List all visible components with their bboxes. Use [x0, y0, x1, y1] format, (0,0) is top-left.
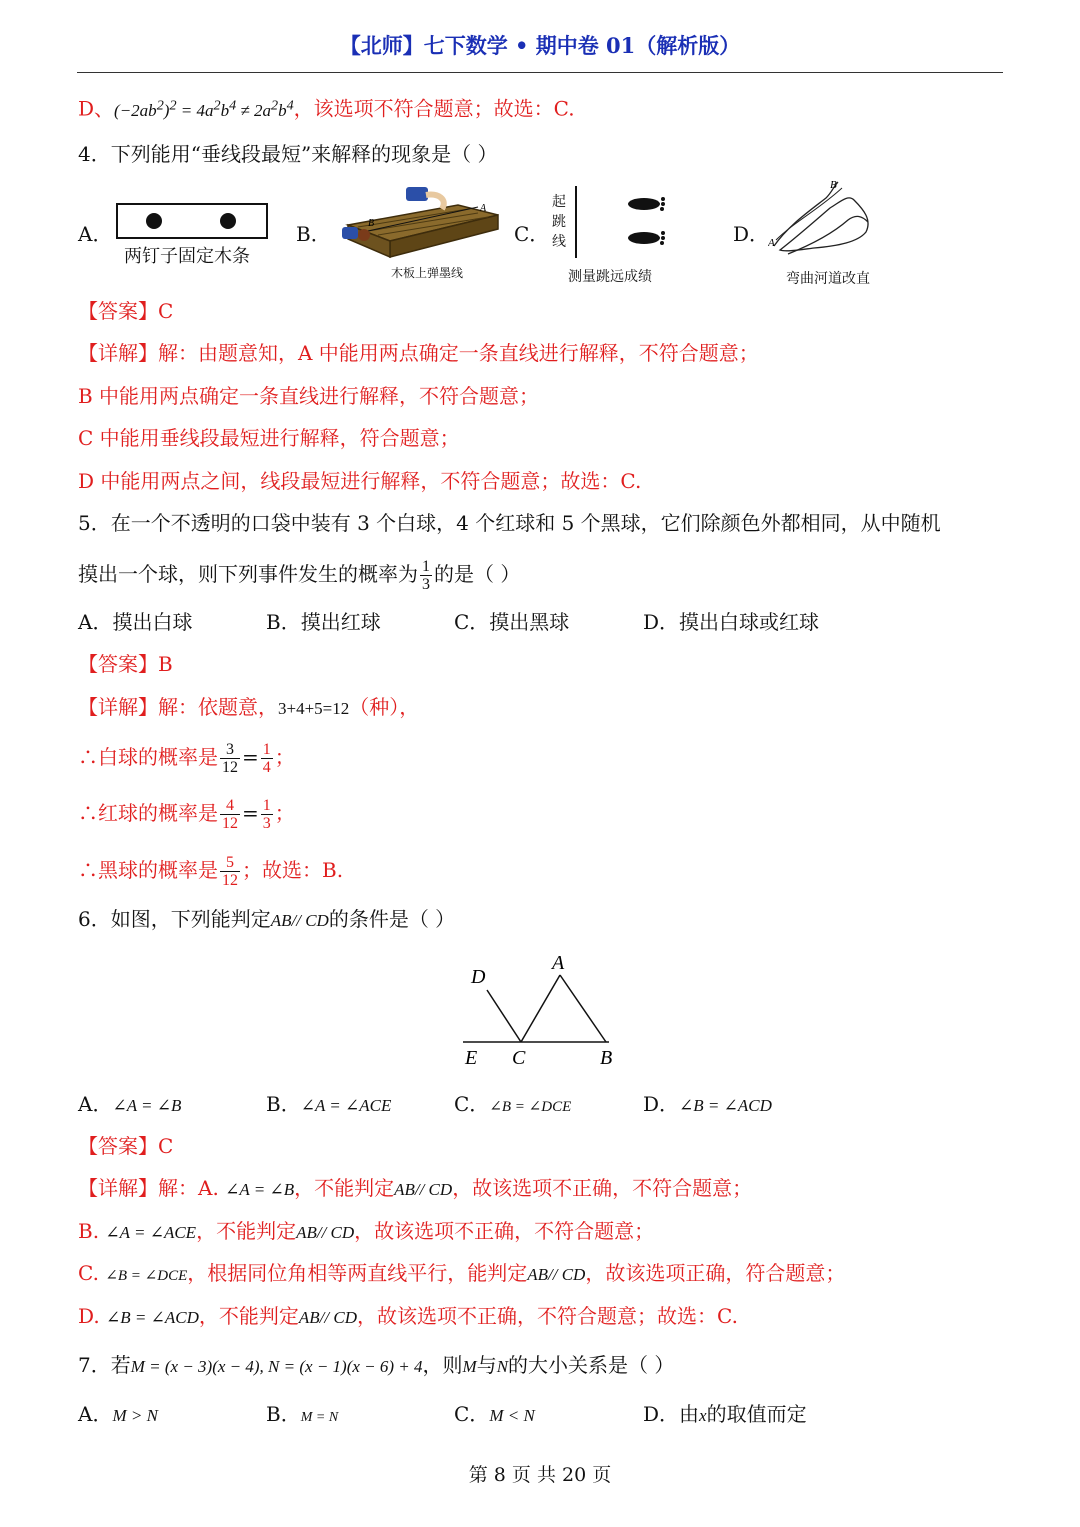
q4-caption-d: 弯曲河道改直: [786, 271, 870, 287]
svg-text:B: B: [830, 179, 837, 191]
q6-option-d: D．∠B = ∠ACD: [643, 1092, 772, 1116]
q4-caption-b: 木板上弹墨线: [391, 266, 464, 280]
svg-text:B: B: [368, 218, 375, 229]
q6-detail-4: D. ∠B = ∠ACD，不能判定AB// CD，故该选项不正确，不符合题意；故选：C.: [78, 1304, 738, 1328]
svg-text:A: A: [480, 203, 487, 214]
fig-label-a: A: [552, 952, 565, 974]
prev-d-text: ，该选项不符合题意；故选：C.: [293, 96, 575, 121]
q4-detail-1: 【详解】解：由题意知，A 中能用两点确定一条直线进行解释，不符合题意；: [78, 341, 759, 365]
q4-option-d-label: D．: [733, 222, 770, 246]
svg-text:A: A: [768, 237, 775, 249]
q4-stem: 4．下列能用“垂线段最短”来解释的现象是（ ）: [78, 142, 498, 166]
q6-option-a: A．∠A = ∠B: [78, 1092, 182, 1116]
q5-red-frac-1: $\frac{4}{12}$: [222, 797, 238, 832]
q4-caption-c-vertical-3: 线: [552, 234, 566, 250]
q6-geometry-figure: [455, 950, 625, 1070]
q7-option-b: B．M = N: [266, 1402, 339, 1426]
q5-option-b: B．摸出红球: [266, 610, 381, 634]
q5-stem-fraction: $\frac{1}{3}$: [422, 558, 430, 593]
q5-black-probability: ∴黑球的概率是 $\frac{5}{12}$ ；故选：B.: [78, 854, 344, 889]
q5-stem-2b: 的是（ ）: [434, 562, 521, 586]
page-footer-number: 第 8 页 共 20 页: [468, 1464, 612, 1486]
q6-answer: 【答案】C: [78, 1134, 174, 1158]
q5-stem-2a: 摸出一个球，则下列事件发生的概率为: [78, 562, 418, 586]
q4-answer: 【答案】C: [78, 299, 174, 323]
q4-image-c-footprints: [574, 186, 670, 258]
q6-stem: 6．如图，下列能判定AB// CD的条件是（ ）: [78, 907, 456, 931]
q5-red-probability: ∴红球的概率是 $\frac{4}{12}$ = $\frac{1}{3}$ ；: [78, 797, 295, 832]
q5-white-frac-1: $\frac{3}{12}$: [222, 741, 238, 776]
q4-caption-c-vertical-1: 起: [552, 194, 566, 210]
q4-detail-3: C 中能用垂线段最短进行解释，符合题意；: [78, 426, 460, 450]
q4-option-b-label: B．: [296, 222, 331, 246]
q5-option-c: C．摸出黑球: [454, 610, 570, 634]
q5-red-frac-2: $\frac{1}{3}$: [262, 797, 271, 832]
q4-caption-a: 两钉子固定木条: [124, 246, 250, 267]
q5-detail-1: 【详解】解：依题意，3+4+5=12（种），: [78, 695, 420, 719]
q7-option-d: D．由x的取值而定: [643, 1402, 807, 1426]
q6-detail-3: C. ∠B = ∠DCE，根据同位角相等两直线平行，能判定AB// CD，故该选项正确，符合题意；: [78, 1261, 846, 1285]
q6-option-b: B．∠A = ∠ACE: [266, 1092, 392, 1116]
q5-stem-line-2: [78, 553, 520, 595]
prev-d-prefix: D、: [78, 96, 115, 121]
q7-option-c: C．M < N: [454, 1402, 535, 1426]
q5-option-a: A．摸出白球: [78, 610, 193, 634]
q5-white-probability: ∴白球的概率是 $\frac{3}{12}$ = $\frac{1}{4}$ ；: [78, 741, 295, 776]
q4-detail-4: D 中能用两点之间，线段最短进行解释，不符合题意；故选：C.: [78, 469, 642, 493]
q6-detail-1: 【详解】解：A. ∠A = ∠B，不能判定AB// CD，故该选项不正确，不符合题意；: [78, 1176, 753, 1200]
q5-white-frac-2: $\frac{1}{4}$: [262, 741, 271, 776]
page-header-title: 【北师】七下数学 • 期中卷 01（解析版）: [339, 33, 741, 58]
q6-option-c: C．∠B = ∠DCE: [454, 1092, 572, 1116]
q5-detail-sum: 3+4+5=12: [278, 699, 350, 718]
q5-option-d: D．摸出白球或红球: [643, 610, 820, 634]
q4-caption-c-vertical-2: 跳: [552, 214, 566, 230]
q4-image-b-wood-board: [338, 185, 500, 263]
q7-stem-math: M = (x − 3)(x − 4), N = (x − 1)(x − 6) + 4: [130, 1357, 423, 1376]
q4-option-c-label: C．: [514, 222, 550, 246]
q5-black-frac: $\frac{5}{12}$: [222, 854, 238, 889]
q4-detail-2: B 中能用两点确定一条直线进行解释，不符合题意；: [78, 384, 540, 408]
q6-detail-2: B. ∠A = ∠ACE，不能判定AB// CD，故该选项不正确，不符合题意；: [78, 1219, 655, 1243]
fig-label-d: D: [471, 966, 486, 988]
header-divider: [77, 72, 1003, 73]
q7-option-a: A．M > N: [78, 1402, 158, 1426]
prev-d-math: $(-2ab^2)^2 = 4a^2b^4 \ne 2a^2b^4$: [114, 97, 294, 120]
q4-image-d-river: [768, 176, 878, 264]
q6-stem-math: AB// CD: [270, 911, 329, 930]
q5-stem-line-1: 5．在一个不透明的口袋中装有 3 个白球，4 个红球和 5 个黑球，它们除颜色外都相同，从中随机: [78, 511, 941, 535]
prev-option-d-explanation: [78, 91, 575, 125]
q7-stem: 7．若M = (x − 3)(x − 4), N = (x − 1)(x − 6) + 4，则M与N的大小关系是（ ）: [78, 1353, 675, 1377]
fig-label-c: C: [512, 1047, 526, 1069]
fig-label-b: B: [600, 1047, 613, 1069]
fig-label-e: E: [465, 1047, 478, 1069]
q4-option-a-label: A．: [78, 222, 113, 246]
q5-answer: 【答案】B: [78, 652, 173, 676]
q4-caption-c: 测量跳远成绩: [568, 269, 652, 285]
q4-image-a-nails-strip: [116, 203, 268, 239]
